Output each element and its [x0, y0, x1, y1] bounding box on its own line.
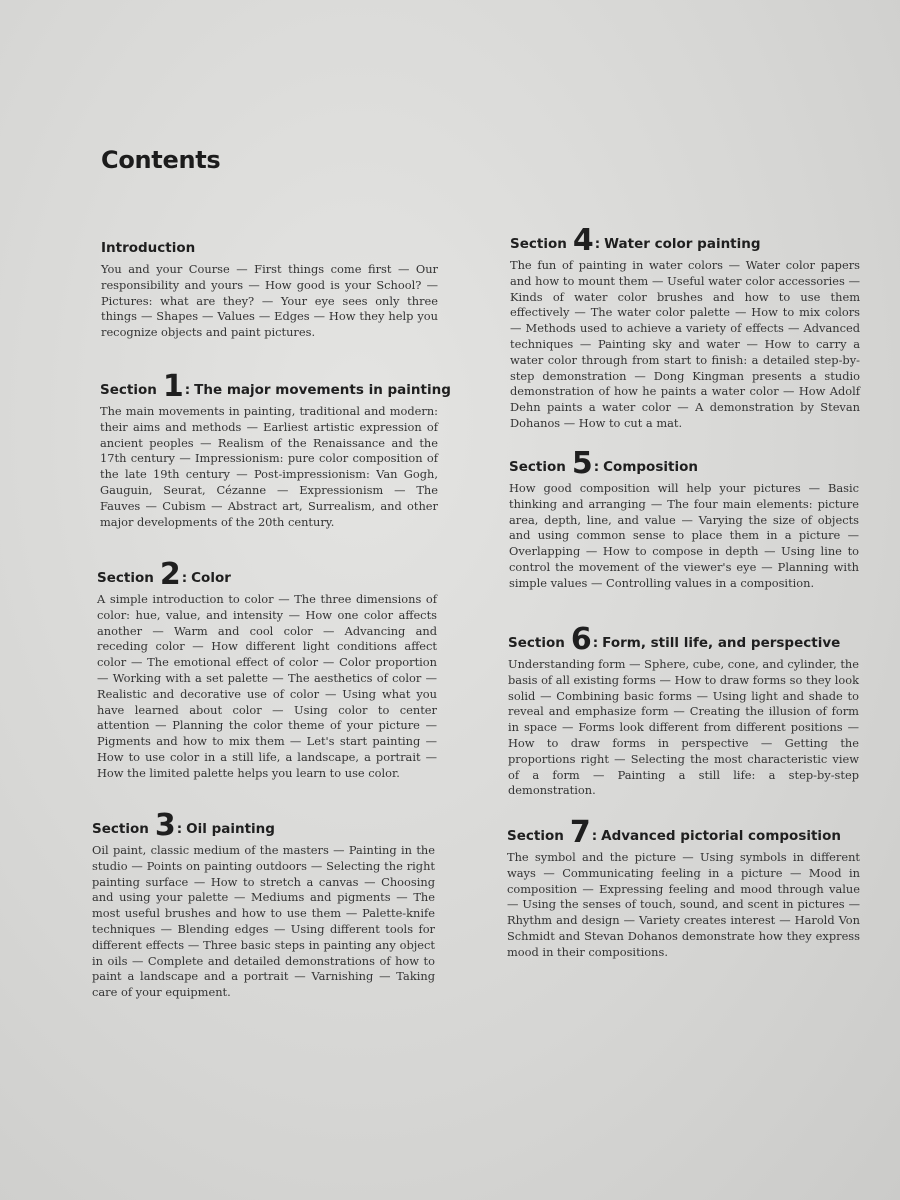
section-5 — [509, 445, 859, 592]
section-heading — [100, 368, 451, 404]
section-number: 4 — [572, 223, 594, 258]
section-title: Color — [191, 570, 231, 586]
section-number: 3 — [154, 808, 176, 843]
section-heading — [97, 556, 437, 592]
section-3 — [92, 807, 435, 1001]
section-heading-word: Section — [508, 635, 565, 651]
section-heading — [510, 222, 860, 258]
section-number: 6 — [570, 622, 592, 657]
section-7 — [507, 814, 860, 961]
section-description: The fun of painting in water colors — Water color papers and how to mount them — Useful water color accessories — Kinds of water color brushes and how to use them effectively — The water color palette — How to mix colors — Methods used to achieve a variety of effects — Advanced techniques — Painting sky and water — How to carry a water color through from start to finish: a detailed step-by-step demonstration — Dong Kingman presents a studio demonstration of how he paints a water color — How Adolf Dehn paints a water color — A demonstration by Stevan Dohanos — How to cut a mat. — [510, 258, 860, 430]
section-4 — [510, 222, 860, 432]
section-heading — [507, 814, 860, 850]
section-number: 1 — [162, 369, 184, 404]
section-1 — [100, 368, 451, 530]
section-description: The symbol and the picture — Using symbols in different ways — Communicating feeling in a picture — Mood in composition — Expressing feeling and mood through value — Using the senses of touch, sound, and scent in pictures — Rhythm and design — Variety creates interest — Harold Von Schmidt and Stevan Dohanos demonstrate how they express mood in their compositions. — [507, 850, 860, 959]
section-6 — [508, 621, 859, 799]
section-heading-word: Section — [100, 382, 157, 398]
section-heading — [508, 621, 859, 657]
section-number: 2 — [159, 557, 181, 592]
section-heading — [92, 807, 435, 843]
section-colon: : — [594, 236, 601, 252]
section-title: Form, still life, and perspective — [602, 635, 841, 651]
section-description: A simple introduction to color — The three dimensions of color: hue, value, and intensity — How one color affects another — Warm and cool color — Advancing and receding color — How different light conditions affect color — The emotional effect of color — Color proportion — Working with a set palette — The aesthetics of color — Realistic and decorative use of color — Using what you have learned about color — Using color to center attention — Planning the color theme of your picture — Pigments and how to mix them — Let's start painting — How to use color in a still life, a landscape, a portrait — How the limited palette helps you learn to use color. — [97, 592, 437, 780]
section-colon: : — [593, 459, 600, 475]
section-description: Oil paint, classic medium of the masters — Painting in the studio — Points on painting outdoors — Selecting the right painting surface — How to stretch a canvas — Choosing and using your palette — Mediums and pigments — The most useful brushes and how to use them — Palette-knife techniques — Blending edges — Using different tools for different effects — Three basic steps in painting any object in oils — Complete and detailed demonstrations of how to paint a landscape and a portrait — Varnishing — Taking care of your equipment. — [92, 843, 435, 1000]
section-description: Understanding form — Sphere, cube, cone, and cylinder, the basis of all existing forms — How to draw forms so they look solid — Combining basic forms — Using light and shade to reveal and emphasize form — Creating the illusion of form in space — Forms look different from different positions — How to draw forms in perspective — Getting the proportions right — Selecting the most characteristic view of a form — Painting a still life: a step-by-step demonstration. — [508, 657, 859, 798]
section-heading-word: Section — [507, 828, 564, 844]
section-title: Oil painting — [186, 821, 275, 837]
section-colon: : — [181, 570, 188, 586]
section-heading-word: Introduction — [101, 240, 196, 256]
section-colon: : — [591, 828, 598, 844]
page-title: Contents — [101, 146, 221, 174]
section-title: The major movements in painting — [194, 382, 451, 398]
section-2 — [97, 556, 437, 782]
section-colon: : — [592, 635, 599, 651]
section-number: 5 — [571, 446, 593, 481]
section-title: Composition — [603, 459, 698, 475]
section-title: Advanced pictorial composition — [601, 828, 841, 844]
section-heading — [101, 238, 438, 256]
section-heading-word: Section — [509, 459, 566, 475]
section-number: 7 — [569, 815, 591, 850]
section-title: Water color painting — [604, 236, 761, 252]
section-description: You and your Course — First things come first — Our responsibility and yours — How good is your School? — Pictures: what are they? — Your eye sees only three things — Shapes — Values — Edges — How they help you recognize objects and paint pictures. — [101, 262, 438, 340]
section-introduction — [101, 238, 438, 341]
section-heading-word: Section — [92, 821, 149, 837]
section-colon: : — [184, 382, 191, 398]
section-heading-word: Section — [510, 236, 567, 252]
section-heading — [509, 445, 859, 481]
section-colon: : — [176, 821, 183, 837]
section-description: The main movements in painting, traditional and modern: their aims and methods — Earliest artistic expression of ancient peoples — Realism of the Renaissance and the 17th century — Impressionism: pure color composition of the late 19th century — Post-impressionism: Van Gogh, Gauguin, Seurat, Cézanne — Expressionism — The Fauves — Cubism — Abstract art, Surrealism, and other major developments of the 20th century. — [100, 404, 438, 529]
section-heading-word: Section — [97, 570, 154, 586]
section-description: How good composition will help your pictures — Basic thinking and arranging — The four main elements: picture area, depth, line, and value — Varying the size of objects and using common sense to place them in a picture — Overlapping — How to compose in depth — Using line to control the movement of the viewer's eye — Planning with simple values — Controlling values in a composition. — [509, 481, 859, 590]
